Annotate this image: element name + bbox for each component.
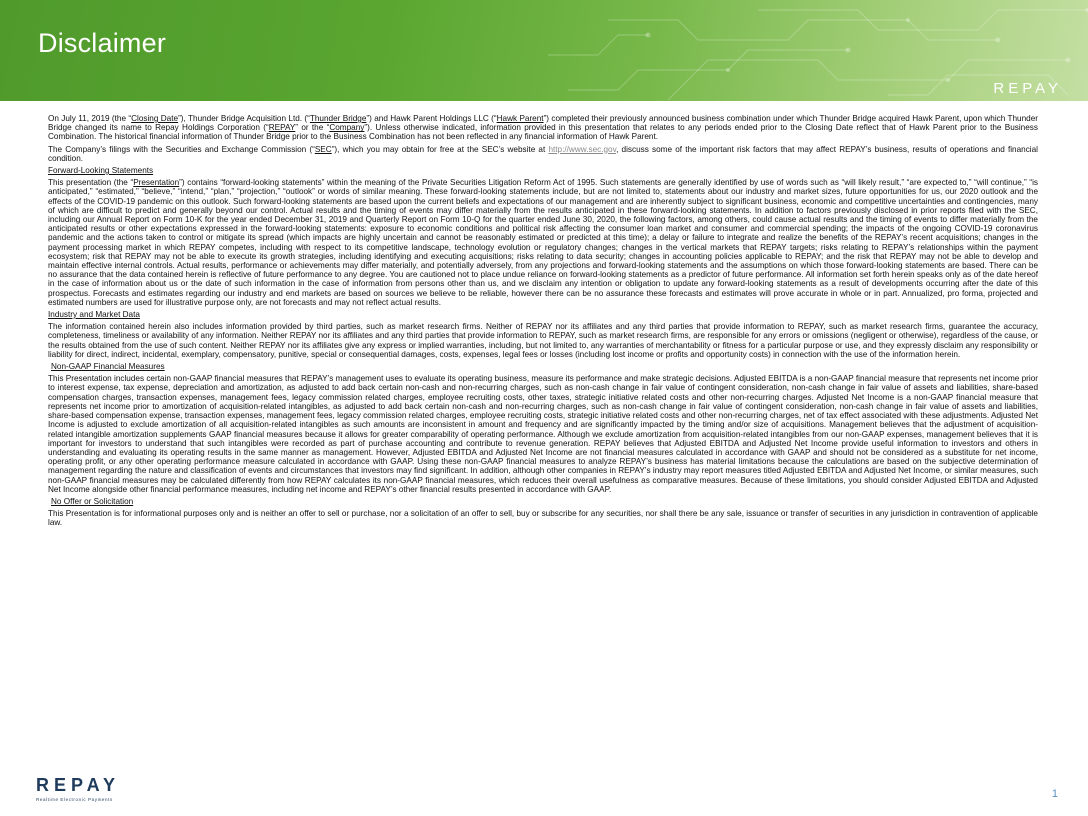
non-gaap-heading: Non-GAAP Financial Measures	[51, 362, 165, 372]
repay-logo-header: REPAY	[993, 80, 1062, 97]
disclaimer-body	[48, 114, 1038, 531]
page-number: 1	[1051, 788, 1058, 800]
industry-heading: Industry and Market Data	[48, 310, 140, 320]
header-banner	[0, 0, 1088, 101]
sec-website-link[interactable]: http://www.sec.gov	[548, 144, 617, 154]
page-title: Disclaimer	[38, 28, 167, 58]
logo-wordmark: REPAY	[36, 775, 121, 795]
forward-looking-paragraph: This presentation (the “Presentation”) contains “forward-looking statements” within the meaning of the Private Securities Litigation Reform Act of 1995. Such statements are generally identified by use of words such as “will likely result,” “are expected to,” “will continue,” “is anticipated,” “estimated,” “believe,” “intend,” “plan,” “projection,” “outlook” or words of similar meaning. These forward-looking statements include, but are not limited to, statements about our industry and market sizes, future opportunities for us, our 2020 outlook and the effects of the COVID-19 pandemic on this outlook. Such forward-looking statements are based upon the current beliefs and expectations of our management and are inherently subject to significant business, economic and competitive uncertainties and contingencies, many of which are difficult to predict and generally beyond our control. Actual results and the timing of events may differ materially from the results anticipated in these forward-looking statements. In addition to factors previously disclosed in prior reports filed with the SEC, including our Annual Report on Form 10-K for the year ended December 31, 2019 and Quarterly Report on Form 10-Q for the quarter ended June 30, 2020, the following factors, among others, could cause actual results and the timing of events to differ materially from the anticipated results or other expectations expressed in the forward-looking statements: exposure to economic conditions and political risk affecting the consumer loan market and consumer and commercial spending; the impacts of the ongoing COVID-19 coronavirus pandemic and the actions taken to control or mitigate its spread (which impacts are highly uncertain and cannot be reasonably estimated or predicted at this time); a delay or failure to integrate and realize the benefits of the REPAY’s recent acquisitions; changes in the payment processing market in which REPAY competes, including with respect to its competitive landscape, technology evolution or regulatory changes; changes in the vertical markets that REPAY targets; risks relating to REPAY’s relationships within the payment ecosystem; risk that REPAY may not be able to execute its growth strategies, including identifying and executing acquisitions; risks relating to data security; changes in accounting policies applicable to REPAY; and the risk that REPAY may not be able to develop and maintain effective internal controls. Actual results, performance or achievements may differ materially, and potentially adversely, from any projections and forward-looking statements and the assumptions on which those forward-looking statements are based. There can be no assurance that the data contained herein is reflective of future performance to any degree. You are cautioned not to place undue reliance on forward-looking statements as a predictor of future performance. All information set forth herein speaks only as of the date hereof in the case of information about us or the date of such information in the case of information from persons other than us, and we disclaim any intention or obligation to update any forward-looking statements as a result of developments occurring after the date of this prospectus. Forecasts and estimates regarding our industry and end markets are based on sources we believe to be reliable, however there can be no assurance these forecasts and estimates will prove accurate in whole or in part. Annualized, pro forma, projected and estimated numbers are used for illustrative purpose only, are not forecasts and may not reflect actual results.	[48, 178, 1038, 307]
logo-tagline: Realtime Electronic Payments	[36, 797, 113, 802]
closing-date-term: Closing Date	[131, 114, 179, 123]
sec-term: SEC	[314, 144, 332, 154]
no-offer-paragraph: This Presentation is for informational purposes only and is neither an offer to sell or purchase, nor a solicitation of an offer to sell, buy or subscribe for any securities, nor shall there be any sale, issuance or transfer of securities in any jurisdiction in contravention of applicable law.	[48, 509, 1038, 528]
industry-paragraph: The information contained herein also includes information provided by third parties, such as market research firms. Neither of REPAY nor its affiliates and any third parties that provide information to REPAY, such as market research firms, guarantee the accuracy, completeness, timeliness or availability of any information. Neither REPAY nor its affiliates and any third parties that provide information to REPAY, such as market research firms, are responsible for any errors or omissions (negligent or otherwise), regardless of the cause, or the results obtained from the use of such content. Neither REPAY nor its affiliates give any express or implied warranties, including, but not limited to, any warranties of merchantability or fitness for a particular purpose or use, and they expressly disclaim any responsibility or liability for direct, indirect, incidental, exemplary, compensatory, punitive, special or consequential damages, costs, expenses, legal fees or losses (including lost income or profits and opportunity costs) in connection with the use of the information herein.	[48, 322, 1038, 359]
presentation-term: Presentation	[133, 178, 180, 188]
forward-looking-heading: Forward-Looking Statements	[48, 166, 154, 176]
sec-paragraph: The Company’s filings with the Securities and Exchange Commission (“SEC”), which you may obtain for free at the SEC’s website at http://www.sec.gov, discuss some of the important risk factors that may affect REPAY’s business, results of operations and financial condition.	[48, 144, 1039, 163]
repay-logo-footer	[36, 775, 120, 802]
company-term: Company	[329, 123, 365, 133]
hawk-parent-term: Hawk Parent	[496, 114, 544, 123]
repay-term: REPAY	[268, 123, 296, 133]
non-gaap-paragraph: This Presentation includes certain non-GAAP financial measures that REPAY’s management uses to evaluate its operating business, measure its performance and make strategic decisions. Adjusted EBITDA is a non-GAAP financial measure that represents net income prior to interest expense, tax expense, depreciation and amortization, as adjusted to add back certain non-cash and non-recurring charges, such as non-cash change in fair value of contingent consideration, non-cash change in fair value of assets and liabilities, share-based compensation charges, transaction expenses, management fees, legacy commission related charges, employee recruiting costs, other taxes, strategic initiative related costs and other non-recurring charges. Adjusted Net Income is a non-GAAP financial measure that represents net income prior to amortization of acquisition-related intangibles, as adjusted to add back certain non-cash and non-recurring charges, such as non-cash change in fair value of contingent consideration, non-cash change in fair value of assets and liabilities, share-based compensation expense, transaction expenses, management fees, legacy commission related charges, employee recruiting costs, strategic initiative related costs and other non-recurring charges, net of tax effect associated with these adjustments. Adjusted Net Income is adjusted to exclude amortization of all acquisition-related intangibles as such amounts are inconsistent in amount and frequency and are significantly impacted by the timing and/or size of acquisitions. Management believes that the adjustment of acquisition-related intangible amortization supplements GAAP financial measures because it allows for greater comparability of operating performance. Although we exclude amortization from acquisition-related intangibles from our non-GAAP expenses, management believes that it is important for investors to understand that such intangibles were recorded as part of purchase accounting and contribute to revenue generation. REPAY believes that Adjusted EBITDA and Adjusted Net Income provide useful information to investors and others in understanding and evaluating its operating results in the same manner as management. However, Adjusted EBITDA and Adjusted Net Income are not financial measures calculated in accordance with GAAP and should not be considered as a substitute for net income, operating profit, or any other operating performance measure calculated in accordance with GAAP. Using these non-GAAP financial measures to analyze REPAY’s business has material limitations because the calculations are based on the subjective determination of management regarding the nature and classification of events and circumstances that investors may find significant. In addition, although other companies in REPAY’s industry may report measures titled Adjusted EBITDA and Adjusted Net Income, or similar measures, such non-GAAP financial measures may be calculated differently from how REPAY calculates its non-GAAP financial measures, which reduces their overall usefulness as comparative measures. Because of these limitations, you should consider Adjusted EBITDA and Adjusted Net Income alongside other financial performance measures, including net income and REPAY’s other financial results presented in accordance with GAAP.	[48, 374, 1038, 494]
intro-paragraph: On July 11, 2019 (the “Closing Date”), Thunder Bridge Acquisition Ltd. (“Thunder Bridge”) and Hawk Parent Holdings LLC (“Hawk Parent”) completed their previously announced business combination under which Thunder Bridge acquired Hawk Parent, upon which Thunder Bridge changed its name to Repay Holdings Corporation (“REPAY” or the “Company”). Unless otherwise indicated, information provided in this presentation that relates to any periods ended prior to the Closing Date reflect that of Hawk Parent prior to the Business Combination. The historical financial information of Thunder Bridge prior to the Business Combination has not been reflected in any financial information of Hawk Parent.	[48, 114, 1038, 142]
no-offer-heading: No Offer or Solicitation	[51, 496, 134, 506]
thunder-bridge-term: Thunder Bridge	[309, 114, 367, 123]
